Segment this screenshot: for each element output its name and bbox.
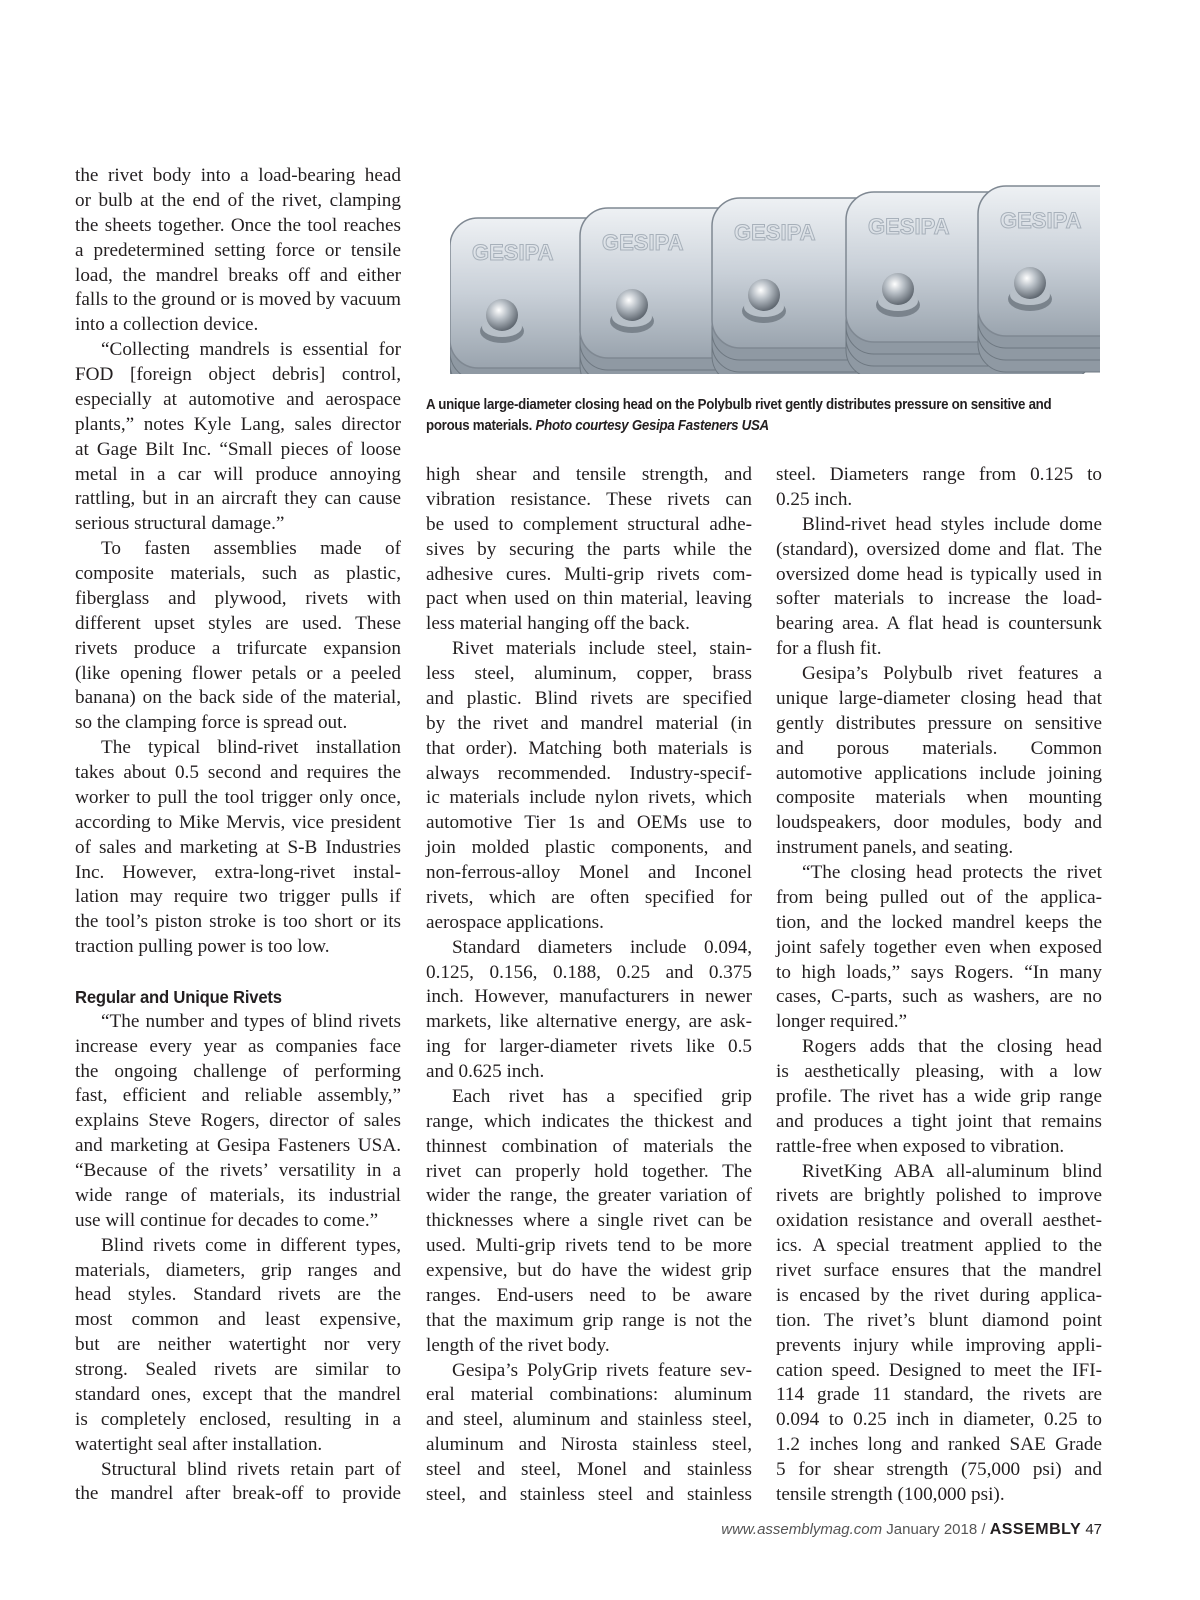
text-line: composite materials, such as plastic, <box>75 563 401 584</box>
text-line: the mandrel after break-off to provide <box>75 1483 401 1505</box>
text-line: and produces a tight joint that remains <box>776 1110 1102 1132</box>
paragraph <box>426 1085 752 1359</box>
paragraph <box>75 736 401 960</box>
text-line: watertight seal after installation. <box>75 1433 323 1455</box>
text-line: for a flush fit. <box>776 638 882 660</box>
text-line: and 0.625 inch. <box>426 1061 545 1082</box>
text-line: is aesthetically pleasing, with a low <box>776 1061 1102 1082</box>
paragraph <box>75 164 401 338</box>
text-line: range, which indicates the thickest and <box>426 1110 752 1132</box>
text-line: automotive Tier 1s and OEMs use to <box>426 812 752 834</box>
text-line: is completely enclosed, resulting in a <box>75 1408 401 1430</box>
text-line: pact when used on thin material, leaving <box>426 588 752 610</box>
text-line: tion, and the locked mandrel keeps the <box>776 911 1102 933</box>
paragraph <box>776 513 1102 662</box>
text-line: high shear and tensile strength, and <box>426 464 752 485</box>
text-line: so the clamping force is spread out. <box>75 712 348 734</box>
text-line: steel. Diameters range from 0.125 to <box>776 464 1102 485</box>
section-heading: Regular and Unique Rivets <box>75 986 282 1007</box>
text-line: oversized dome head is typically used in <box>776 563 1102 585</box>
text-line: tensile strength (100,000 psi). <box>776 1483 1005 1505</box>
text-line: increase every year as companies face <box>75 1035 401 1057</box>
paragraph <box>776 1035 1102 1159</box>
text-line: softer materials to increase the load- <box>776 588 1102 610</box>
page-number: 47 <box>1085 1521 1102 1538</box>
text-line: Each rivet has a specified grip <box>452 1085 752 1107</box>
text-line: loudspeakers, door modules, body and <box>776 812 1102 834</box>
plate-logo: GESIPA <box>1000 208 1082 233</box>
caption-text: A unique large-diameter closing head on the Polybulb rivet gently distributes pressure on sensitive and porous materials. <box>426 397 1052 434</box>
text-line: wider the range, the greater variation of <box>426 1185 752 1207</box>
text-line: Rogers adds that the closing head <box>802 1036 1102 1058</box>
text-line: that order). Matching both materials is <box>426 737 752 759</box>
text-line: into a collection device. <box>75 314 259 336</box>
text-line: be used to complement structural adhe- <box>426 513 752 535</box>
paragraph <box>75 1458 401 1508</box>
text-line: wide range of materials, its industrial <box>75 1184 401 1206</box>
text-line: serious structural damage.” <box>75 513 285 535</box>
text-line: adhesive cures. Multi-grip rivets com- <box>426 563 752 585</box>
text-line: Structural blind rivets retain part of <box>101 1458 401 1480</box>
text-line: rivets, which are often specified for <box>426 886 752 908</box>
text-line: steel, and stainless steel and stainless <box>426 1483 752 1505</box>
text-line: always recommended. Industry-specif- <box>426 762 752 784</box>
text-line: automotive applications include joining <box>776 762 1102 784</box>
text-line: rivet can properly hold together. The <box>426 1160 752 1182</box>
text-line: and marketing at Gesipa Fasteners USA. <box>75 1135 401 1157</box>
text-line: FOD [foreign object debris] control, <box>75 364 401 385</box>
text-line: 0.25 inch. <box>776 488 853 510</box>
photo-caption <box>426 395 1058 437</box>
paragraph <box>776 662 1102 861</box>
text-line: instrument panels, and seating. <box>776 837 1014 859</box>
text-line: eral material combinations: aluminum <box>426 1384 752 1406</box>
plate-logo: GESIPA <box>734 220 816 245</box>
text-line: a predetermined setting force or tensile <box>75 239 401 261</box>
paragraph <box>75 537 401 736</box>
text-line: aluminum and Nirosta stainless steel, <box>426 1434 752 1456</box>
text-line: by the rivet and mandrel material (in <box>426 712 752 734</box>
text-line: Inc. However, extra-long-rivet instal- <box>75 861 401 883</box>
paragraph <box>426 637 752 936</box>
text-line: thicknesses where a single rivet can be <box>426 1210 752 1232</box>
text-line: (standard), oversized dome and flat. The <box>776 538 1102 560</box>
text-line: vibration resistance. These rivets can <box>426 488 752 510</box>
text-line: from being pulled out of the applica- <box>776 886 1102 908</box>
text-line: 0.125, 0.156, 0.188, 0.25 and 0.375 <box>426 961 752 983</box>
text-line: unique large-diameter closing head that <box>776 687 1102 709</box>
text-line: cation speed. Designed to meet the IFI- <box>776 1359 1102 1381</box>
text-line: aerospace applications. <box>426 911 604 933</box>
paragraph <box>75 1010 401 1234</box>
text-line: strong. Sealed rivets are similar to <box>75 1359 401 1380</box>
text-line: materials, diameters, grip ranges and <box>75 1259 401 1281</box>
text-line: the rivet body into a load-bearing head <box>75 165 401 186</box>
paragraph <box>776 463 1102 513</box>
text-line: 0.094 to 0.25 inch in diameter, 0.25 to <box>776 1409 1102 1431</box>
text-line: head styles. Standard rivets are the <box>75 1284 401 1306</box>
text-line: is encased by the rivet during applica- <box>776 1284 1102 1306</box>
text-line: non-ferrous-alloy Monel and Inconel <box>426 862 752 883</box>
text-line: rivets are brightly polished to improve <box>776 1185 1102 1207</box>
text-line: lation may require two trigger pulls if <box>75 886 401 908</box>
rivet-head <box>1014 267 1046 299</box>
text-line: join molded plastic components, and <box>426 837 752 859</box>
text-line: and steel, aluminum and stainless steel, <box>426 1409 752 1431</box>
column-2 <box>426 463 752 1508</box>
text-line: RivetKing ABA all-aluminum blind <box>802 1160 1102 1182</box>
text-line: To fasten assemblies made of <box>101 538 401 560</box>
text-line: “The number and types of blind rivets <box>101 1010 401 1032</box>
text-line: tion. The rivet’s blunt diamond point <box>776 1309 1102 1331</box>
page-footer <box>721 1521 1102 1539</box>
text-line: “Collecting mandrels is essential for <box>101 339 401 361</box>
text-line: rivet surface ensures that the mandrel <box>776 1260 1102 1281</box>
text-line: especially at automotive and aerospace <box>75 388 401 410</box>
text-line: profile. The rivet has a wide grip range <box>776 1085 1102 1107</box>
rivet-head <box>616 289 648 321</box>
text-line: according to Mike Mervis, vice president <box>75 811 401 833</box>
text-line: “The closing head protects the rivet <box>802 862 1102 883</box>
plate-logo: GESIPA <box>472 240 554 265</box>
rivet-head <box>882 273 914 305</box>
paragraph <box>75 1234 401 1458</box>
paragraph <box>776 861 1102 1035</box>
text-line: and porous materials. Common <box>776 737 1102 759</box>
footer-url[interactable]: www.assemblymag.com <box>721 1521 883 1538</box>
rivet-photo <box>450 160 1100 374</box>
rivet-head <box>748 279 780 311</box>
text-line: oxidation resistance and overall aesthet- <box>776 1210 1102 1232</box>
text-line: fast, efficient and reliable assembly,” <box>75 1085 401 1107</box>
paragraph <box>426 936 752 1085</box>
text-line: length of the rivet body. <box>426 1334 610 1356</box>
text-line: rivets produce a trifurcate expansion <box>75 637 401 659</box>
text-line: bearing area. A flat head is countersunk <box>776 613 1102 635</box>
text-line: the ongoing challenge of performing <box>75 1060 401 1082</box>
text-line: (like opening flower petals or a peeled <box>75 662 401 684</box>
text-line: joint safely together even when exposed <box>776 936 1102 958</box>
text-line: banana) on the back side of the material, <box>75 687 401 709</box>
text-line: or bulb at the end of the rivet, clamping <box>75 189 401 211</box>
column-1 <box>75 164 401 1507</box>
text-line: the sheets together. Once the tool reaches <box>75 214 401 236</box>
section-gap <box>75 960 401 985</box>
text-line: metal in a car will produce annoying <box>75 463 401 485</box>
text-line: thinnest combination of materials the <box>426 1135 752 1157</box>
text-line: prevents injury while improving appli- <box>776 1334 1102 1356</box>
text-line: most common and least expensive, <box>75 1309 401 1331</box>
text-line: different upset styles are used. These <box>75 612 401 634</box>
text-line: traction pulling power is too low. <box>75 936 330 958</box>
plate-logo: GESIPA <box>868 214 950 239</box>
text-line: falls to the ground or is moved by vacuum <box>75 289 401 311</box>
text-line: ic materials include nylon rivets, which <box>426 787 752 809</box>
text-line: load, the mandrel breaks off and either <box>75 264 401 286</box>
text-line: that the maximum grip range is not the <box>426 1309 752 1331</box>
text-line: markets, like alternative energy, are ask- <box>426 1011 752 1033</box>
text-line: rattling, but in an aircraft they can cause <box>75 488 401 510</box>
text-line: longer required.” <box>776 1011 908 1033</box>
text-line: ranges. End-users need to be aware <box>426 1284 752 1306</box>
paragraph <box>426 463 752 637</box>
rivet-head <box>486 299 518 331</box>
text-line: ing for larger-diameter rivets like 0.5 <box>426 1036 752 1058</box>
text-line: rattle-free when exposed to vibration. <box>776 1135 1065 1157</box>
paragraph <box>75 338 401 537</box>
text-line: expensive, but do have the widest grip <box>426 1260 752 1281</box>
text-line: Standard diameters include 0.094, <box>452 936 752 958</box>
text-line: of sales and marketing at S-B Industries <box>75 836 401 858</box>
text-line: Rivet materials include steel, stain- <box>452 638 752 660</box>
text-line: and plastic. Blind rivets are specified <box>426 687 752 709</box>
text-line: 114 grade 11 standard, the rivets are <box>776 1384 1102 1406</box>
text-line: “Because of the rivets’ versatility in a <box>75 1160 401 1181</box>
text-line: steel and steel, Monel and stainless <box>426 1459 752 1480</box>
photo-credit: Photo courtesy Gesipa Fasteners USA <box>535 418 769 434</box>
footer-date: January 2018 / <box>886 1521 990 1538</box>
text-line: The typical blind-rivet installation <box>101 737 401 759</box>
text-line: Blind rivets come in different types, <box>101 1234 401 1256</box>
text-line: the tool’s piston stroke is too short or its <box>75 911 401 933</box>
text-line: 5 for shear strength (75,000 psi) and <box>776 1459 1102 1480</box>
text-line: less steel, aluminum, copper, brass <box>426 663 752 684</box>
text-line: ics. A special treatment applied to the <box>776 1235 1102 1257</box>
text-line: but are neither watertight nor very <box>75 1334 401 1356</box>
text-line: sives by securing the parts while the <box>426 538 752 560</box>
text-line: to high loads,” says Rogers. “In many <box>776 961 1102 983</box>
text-line: worker to pull the tool trigger only once, <box>75 786 401 808</box>
text-line: fiberglass and plywood, rivets with <box>75 587 401 609</box>
text-line: Blind-rivet head styles include dome <box>802 513 1102 535</box>
text-line: standard ones, except that the mandrel <box>75 1383 401 1405</box>
text-line: used. Multi-grip rivets tend to be more <box>426 1235 752 1257</box>
footer-magazine: ASSEMBLY <box>989 1521 1082 1538</box>
text-line: Gesipa’s PolyGrip rivets feature sev- <box>452 1359 752 1381</box>
text-line: cases, C-parts, such as washers, are no <box>776 986 1102 1008</box>
paragraph <box>776 1160 1102 1508</box>
text-line: gently distributes pressure on sensitive <box>776 712 1102 734</box>
column-3 <box>776 463 1102 1508</box>
text-line: less material hanging off the back. <box>426 613 690 635</box>
text-line: at Gage Bilt Inc. “Small pieces of loose <box>75 438 401 460</box>
text-line: Gesipa’s Polybulb rivet features a <box>802 663 1102 684</box>
text-line: plants,” notes Kyle Lang, sales director <box>75 413 401 435</box>
text-line: inch. However, manufacturers in newer <box>426 986 752 1008</box>
plate-logo: GESIPA <box>602 230 684 255</box>
text-line: takes about 0.5 second and requires the <box>75 762 401 783</box>
text-line: use will continue for decades to come.” <box>75 1209 379 1231</box>
text-line: 1.2 inches long and ranked SAE Grade <box>776 1434 1102 1456</box>
text-line: composite materials when mounting <box>776 787 1102 809</box>
paragraph <box>426 1359 752 1508</box>
text-line: explains Steve Rogers, director of sales <box>75 1110 401 1132</box>
